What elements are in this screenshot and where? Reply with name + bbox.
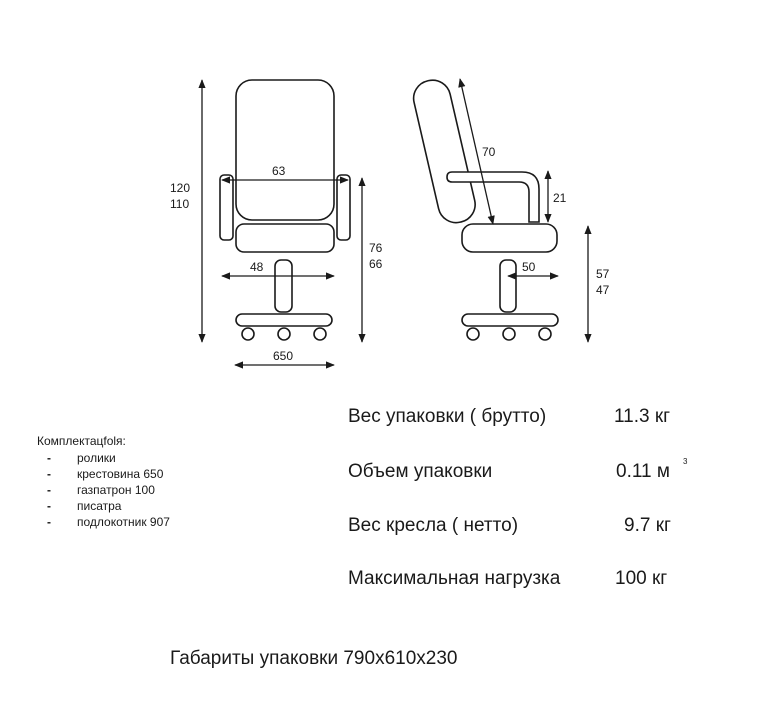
package-volume-label: Объем упаковки xyxy=(348,461,493,482)
seat-width-label: 48 xyxy=(250,260,264,274)
side-gas-lift xyxy=(500,260,516,312)
front-backrest xyxy=(236,80,334,220)
kit-list xyxy=(37,433,170,530)
max-load-label: Максимальная нагрузка xyxy=(348,568,561,589)
package-volume-value: 0.11 м xyxy=(616,461,670,482)
volume-unit-exponent: 3 xyxy=(683,457,688,466)
kit-item: - ролики xyxy=(37,450,170,466)
seat-depth-label: 50 xyxy=(522,260,536,274)
net-weight-label: Вес кресла ( нетто) xyxy=(348,515,519,536)
front-caster xyxy=(314,328,326,340)
front-armrest-left xyxy=(220,175,233,240)
seat-height-min-label: 47 xyxy=(596,283,610,297)
overall-height-max-label: 120 xyxy=(170,181,191,195)
gross-weight-label: Вес упаковки ( брутто) xyxy=(348,406,547,427)
backrest-height-label: 70 xyxy=(482,145,496,159)
side-seat xyxy=(462,224,557,252)
kit-item: - крестовина 650 xyxy=(37,466,170,482)
front-caster xyxy=(278,328,290,340)
front-caster xyxy=(242,328,254,340)
side-backrest xyxy=(410,77,479,227)
gross-weight-value: 11.3 кг xyxy=(614,406,671,427)
kit-item: - писатра xyxy=(37,498,170,514)
front-base xyxy=(236,314,332,326)
kit-item: - подлокотник 907 xyxy=(37,514,170,530)
side-caster xyxy=(503,328,515,340)
armrest-height-min-label: 66 xyxy=(369,257,383,271)
side-base xyxy=(462,314,558,326)
side-caster xyxy=(539,328,551,340)
front-armrest-right xyxy=(337,175,350,240)
armrest-width-label: 63 xyxy=(272,164,286,178)
overall-height-min-label: 110 xyxy=(170,197,190,211)
kit-title: Комплектацfolя: xyxy=(37,434,126,448)
seat-height-max-label: 57 xyxy=(596,267,610,281)
armrest-height-max-label: 76 xyxy=(369,241,383,255)
side-view xyxy=(410,77,610,342)
armrest-above-seat-label: 21 xyxy=(553,191,567,205)
front-view xyxy=(170,80,383,365)
max-load-value: 100 кг xyxy=(615,568,668,589)
base-diameter-label: 650 xyxy=(273,349,294,363)
kit-item: - газпатрон 100 xyxy=(37,482,170,498)
side-caster xyxy=(467,328,479,340)
front-seat xyxy=(236,224,334,252)
front-gas-lift xyxy=(275,260,292,312)
net-weight-value: 9.7 кг xyxy=(624,515,671,536)
package-dimensions: Габариты упаковки 790х610х230 xyxy=(170,648,458,669)
